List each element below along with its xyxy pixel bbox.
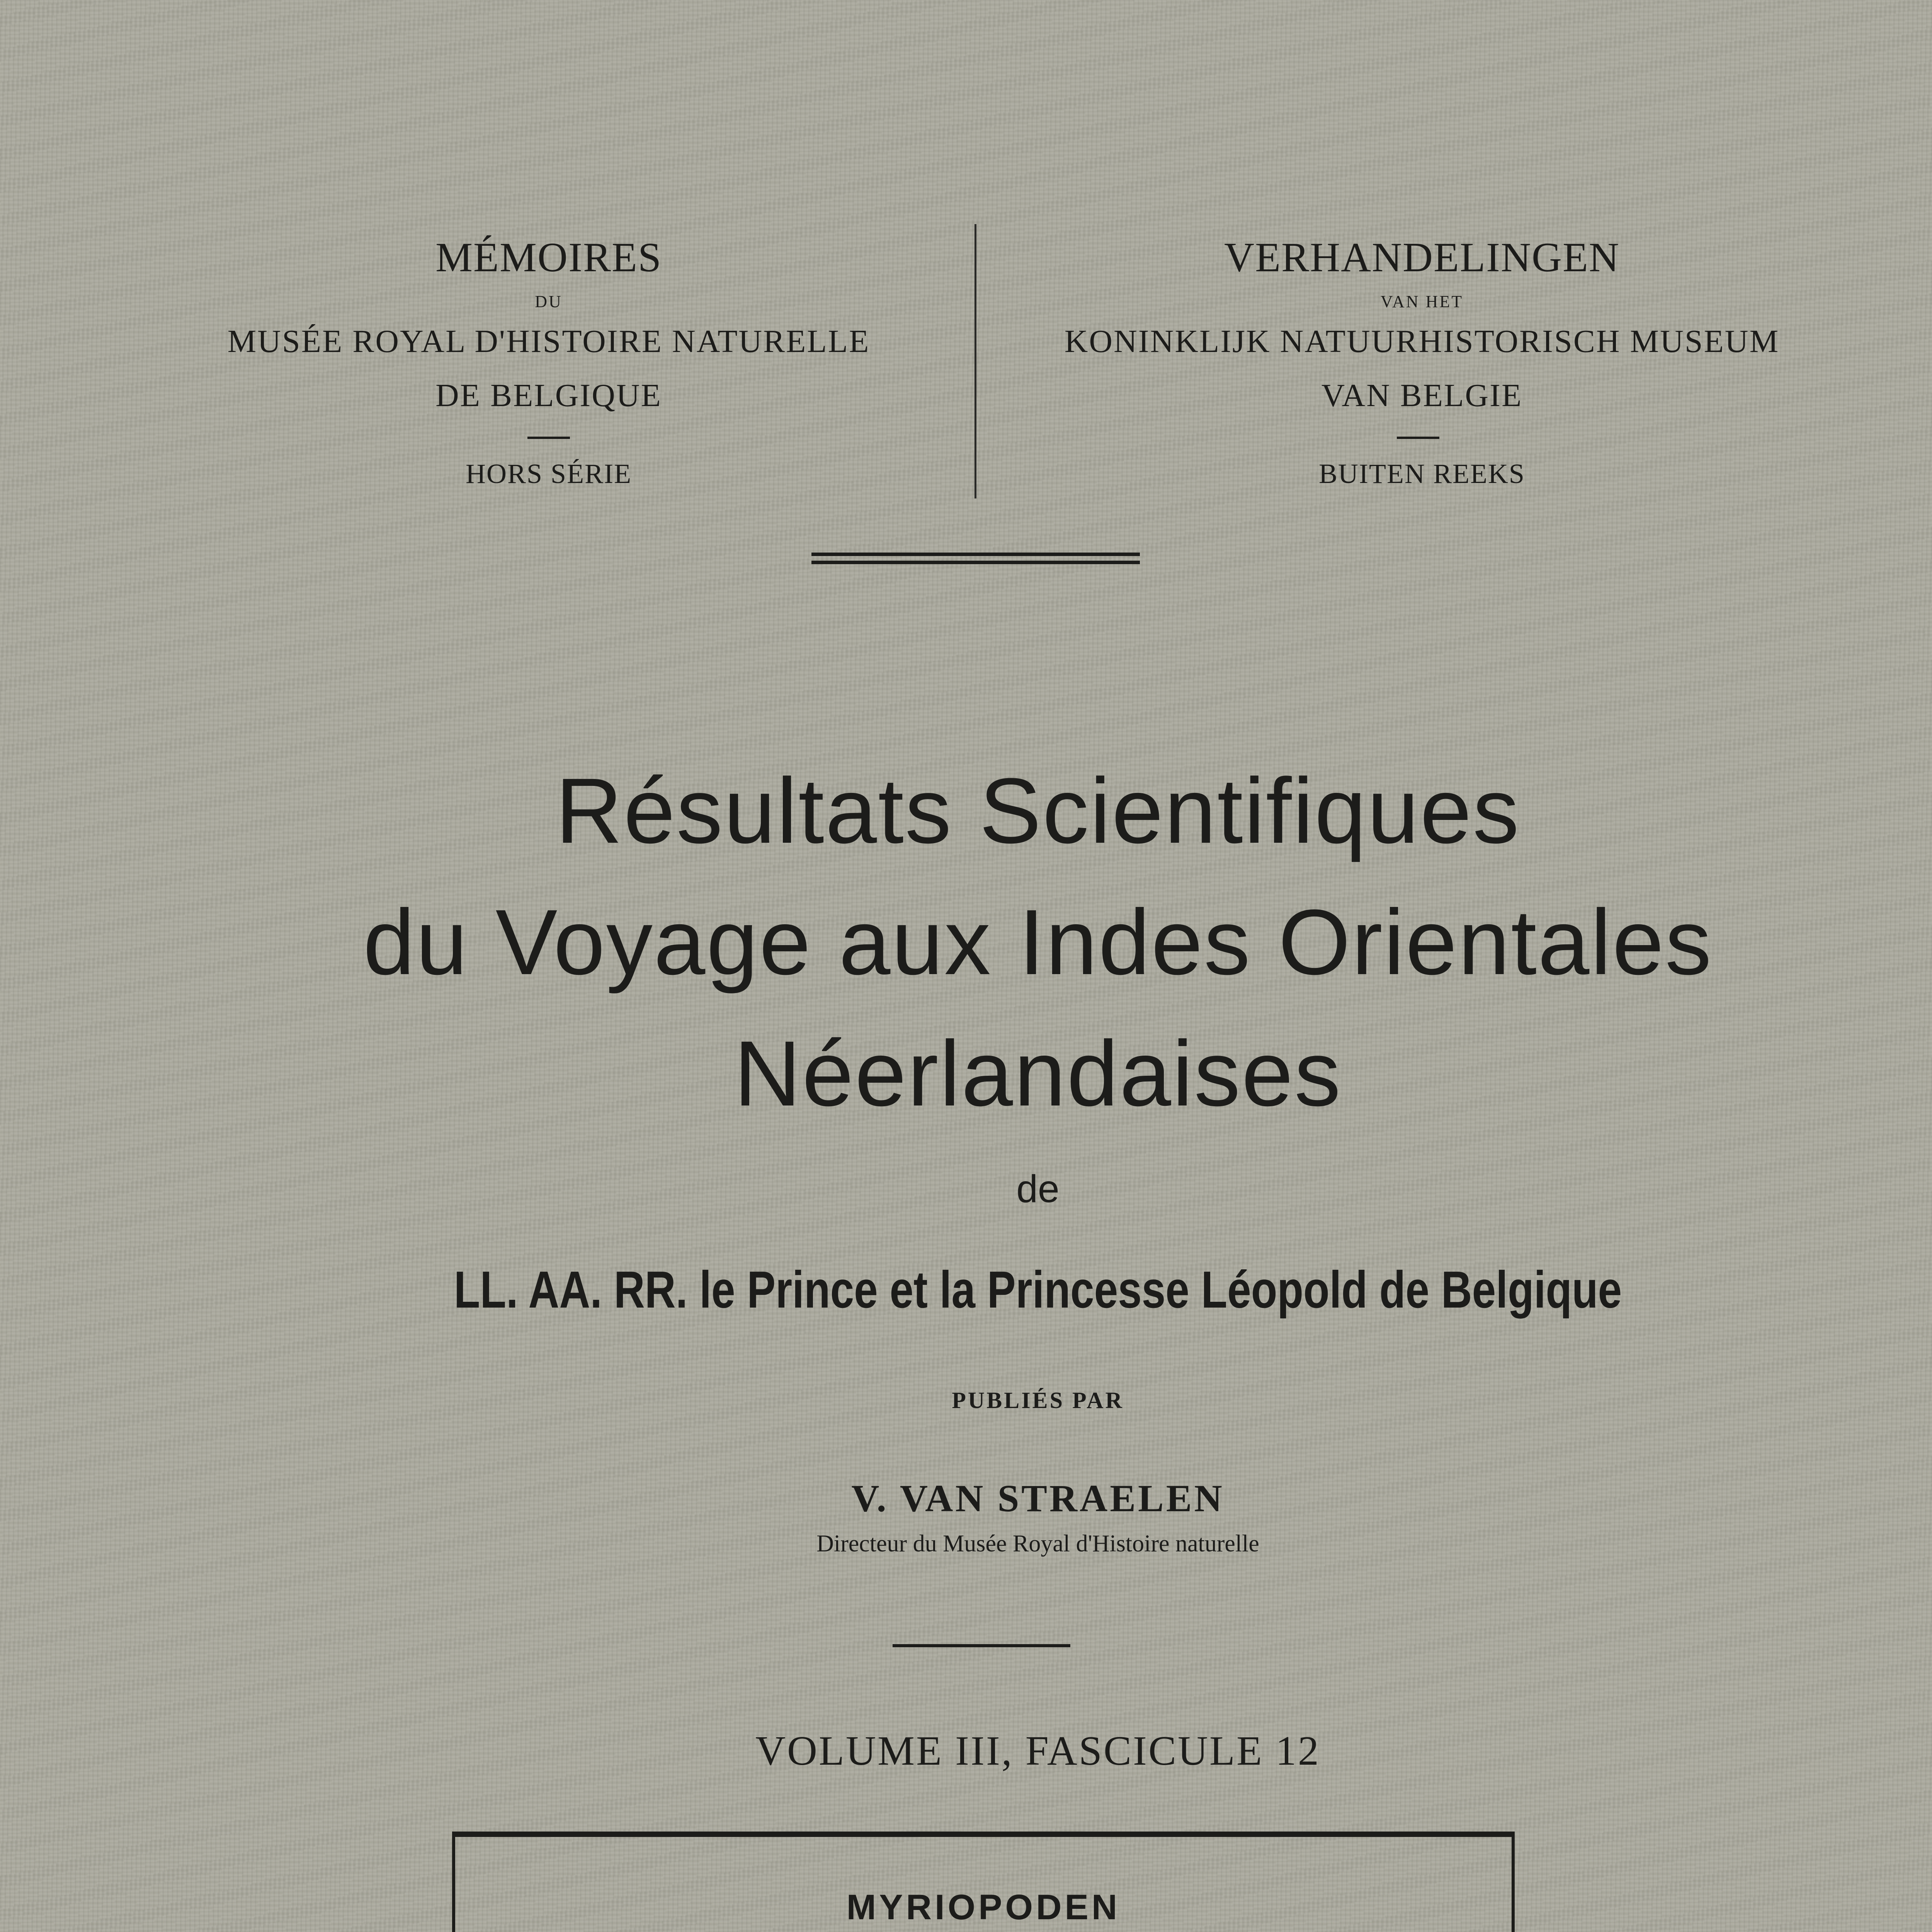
section-rule bbox=[893, 1644, 1070, 1647]
series-type-fr: HORS SÉRIE bbox=[465, 458, 632, 489]
title-line-3: Néerlandaises bbox=[734, 1022, 1342, 1125]
title-line-2: du Voyage aux Indes Orientales bbox=[363, 890, 1713, 994]
double-rule bbox=[811, 553, 1140, 564]
article-box bbox=[452, 1832, 1515, 1932]
published-by-label: PUBLIÉS PAR bbox=[952, 1388, 1124, 1413]
editor-name: V. VAN STRAELEN bbox=[851, 1477, 1225, 1520]
title-connector: de bbox=[1016, 1167, 1060, 1211]
connector-fr: DU bbox=[535, 292, 563, 311]
institution-fr-line2: DE BELGIQUE bbox=[435, 378, 662, 413]
article-title: MYRIOPODEN bbox=[846, 1888, 1121, 1927]
header-divider bbox=[975, 224, 976, 498]
institution-fr-line1: MUSÉE ROYAL D'HISTOIRE NATURELLE bbox=[227, 323, 870, 359]
title-line-1: Résultats Scientifiques bbox=[555, 759, 1520, 862]
separator-dash bbox=[527, 437, 570, 439]
patrons-line: LL. AA. RR. le Prince et la Princesse Léopold de Belgique bbox=[454, 1260, 1622, 1319]
editor-role: Directeur du Musée Royal d'Histoire naturelle bbox=[816, 1531, 1259, 1557]
series-title-fr: MÉMOIRES bbox=[435, 235, 662, 281]
series-type-nl: BUITEN REEKS bbox=[1319, 458, 1525, 489]
connector-nl: VAN HET bbox=[1380, 292, 1464, 311]
series-title-nl: VERHANDELINGEN bbox=[1224, 235, 1620, 281]
institution-nl-line2: VAN BELGIE bbox=[1321, 378, 1523, 413]
volume-fascicle: VOLUME III, FASCICULE 12 bbox=[755, 1728, 1320, 1774]
institution-nl-line1: KONINKLIJK NATUURHISTORISCH MUSEUM bbox=[1064, 323, 1780, 359]
separator-dash bbox=[1397, 437, 1439, 439]
